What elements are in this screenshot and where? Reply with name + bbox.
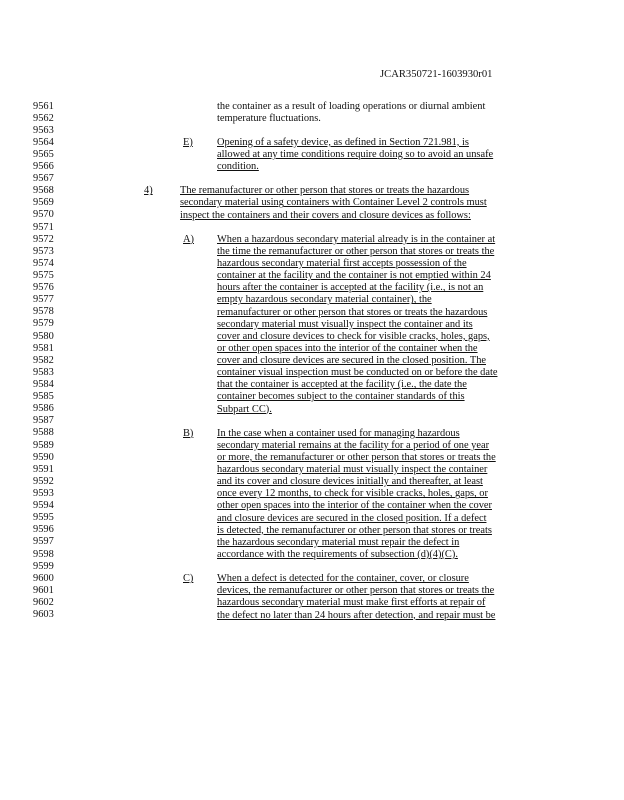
line-number: 9568 — [33, 185, 54, 197]
line-number: 9580 — [33, 330, 54, 342]
line-number: 9578 — [33, 306, 54, 318]
line-number: 9586 — [33, 403, 54, 415]
line-number: 9593 — [33, 488, 54, 499]
line-number: 9597 — [33, 536, 54, 548]
line-number: 9570 — [33, 209, 54, 221]
line-number: 9596 — [33, 524, 54, 536]
paragraph-line: hours after the container is accepted at the facility (i.e., is not an — [217, 282, 484, 294]
line-number: 9590 — [33, 451, 54, 463]
line-number: 9602 — [33, 596, 54, 608]
subsection-label-a: A) — [183, 233, 194, 245]
paragraph-line: When a defect is detected for the container, cover, or closure — [217, 573, 469, 585]
paragraph-line: the hazardous secondary material must repair the defect in — [217, 536, 460, 548]
paragraph-line: secondary material must visually inspect the container and its — [217, 318, 473, 330]
line-number: 9585 — [33, 391, 54, 403]
paragraph-line: temperature fluctuations. — [217, 112, 321, 124]
line-number: 9577 — [33, 294, 54, 306]
paragraph-line: accordance with the requirements of subsection (d)(4)(C). — [217, 548, 458, 560]
line-number: 9569 — [33, 197, 54, 209]
subsection-label-b: B) — [183, 427, 194, 439]
paragraph-line: the defect no later than 24 hours after detection, and repair must be — [217, 609, 496, 621]
line-number: 9561 — [33, 100, 54, 112]
line-number: 9595 — [33, 512, 54, 524]
line-number: 9583 — [33, 366, 54, 378]
line-number: 9584 — [33, 379, 54, 391]
line-number: 9592 — [33, 475, 54, 487]
paragraph-line: When a hazardous secondary material already is in the container at — [217, 233, 496, 245]
line-number: 9594 — [33, 500, 54, 512]
line-number: 9563 — [33, 124, 54, 136]
line-number: 9572 — [33, 233, 54, 245]
line-number: 9598 — [33, 548, 54, 560]
paragraph-line: the time the remanufacturer or other person that stores or treats the — [217, 245, 495, 257]
line-number: 9600 — [33, 572, 54, 584]
subsection-label-c: C) — [183, 573, 194, 585]
line-number: 9565 — [33, 148, 54, 160]
paragraph-line: condition. — [217, 161, 259, 173]
paragraph-line: and its cover and closure devices initially and thereafter, at least — [217, 476, 483, 488]
paragraph-line: cover and closure devices to check for visible cracks, holes, gaps, — [217, 330, 490, 342]
line-number: 9601 — [33, 584, 54, 596]
paragraph-line: hazardous secondary material must make first efforts at repair of — [217, 597, 486, 609]
paragraph-line: empty hazardous secondary material container), the — [217, 294, 432, 306]
line-numbers — [33, 101, 63, 622]
paragraph-line: allowed at any time conditions require doing so to avoid an unsafe — [217, 148, 494, 160]
paragraph-line: once every 12 months, to check for visible cracks, holes, gaps, or — [217, 488, 488, 500]
paragraph-line: remanufacturer or other person that stores or treats the hazardous — [217, 306, 488, 318]
paragraph-line: container becomes subject to the container standards of this — [217, 391, 465, 403]
paragraph-line: secondary material using containers with Container Level 2 controls must — [180, 197, 487, 209]
line-number: 9588 — [33, 427, 54, 439]
paragraph-line: other open spaces into the interior of the container when the cover — [217, 500, 492, 512]
line-number: 9574 — [33, 257, 54, 269]
line-number: 9589 — [33, 439, 54, 451]
line-number: 9567 — [33, 173, 54, 185]
paragraph-line: Subpart CC). — [217, 403, 272, 415]
line-number: 9573 — [33, 245, 54, 257]
paragraph-line: and closure devices are secured in the closed position. If a defect — [217, 512, 487, 524]
subsection-label-e: E) — [183, 136, 193, 148]
paragraph-line: the container as a result of loading operations or diurnal ambient — [217, 100, 486, 112]
line-number: 9582 — [33, 354, 54, 366]
paragraph-line: inspect the containers and their covers and closure devices as follows: — [180, 209, 471, 221]
line-number: 9575 — [33, 270, 54, 282]
paragraph-line: that the container is accepted at the facility (i.e., the date the — [217, 379, 467, 391]
line-number: 9591 — [33, 463, 54, 475]
line-number: 9579 — [33, 318, 54, 330]
paragraph-line: container visual inspection must be conducted on or before the date — [217, 367, 498, 379]
document-id: JCAR350721-1603930r01 — [380, 69, 493, 80]
line-number: 9566 — [33, 161, 54, 173]
line-number: 9564 — [33, 136, 54, 148]
line-number: 9599 — [33, 560, 54, 572]
line-number: 9587 — [33, 415, 54, 427]
paragraph-line: hazardous secondary material must visually inspect the container — [217, 464, 488, 476]
line-number: 9603 — [33, 609, 54, 621]
paragraph-line: is detected, the remanufacturer or other person that stores or treats — [217, 524, 492, 536]
paragraph-line: hazardous secondary material first accepts possession of the — [217, 258, 467, 270]
line-number: 9562 — [33, 112, 54, 124]
paragraph-line: or other open spaces into the interior of the container when the — [217, 342, 478, 354]
line-number: 9571 — [33, 221, 54, 233]
line-number: 9581 — [33, 342, 54, 354]
paragraph-line: container at the facility and the container is not emptied within 24 — [217, 270, 491, 282]
paragraph-line: or more, the remanufacturer or other person that stores or treats the — [217, 451, 496, 463]
paragraph-line: Opening of a safety device, as defined in Section 721.981, is — [217, 136, 469, 148]
paragraph-line: devices, the remanufacturer or other person that stores or treats the — [217, 585, 495, 597]
section-label-4: 4) — [144, 185, 153, 197]
paragraph-line: In the case when a container used for managing hazardous — [217, 427, 460, 439]
paragraph-line: secondary material remains at the facility for a period of one year — [217, 439, 490, 451]
line-number: 9576 — [33, 282, 54, 294]
paragraph-line: The remanufacturer or other person that stores or treats the hazardous — [180, 185, 470, 197]
paragraph-line: cover and closure devices are secured in the closed position. The — [217, 355, 486, 367]
